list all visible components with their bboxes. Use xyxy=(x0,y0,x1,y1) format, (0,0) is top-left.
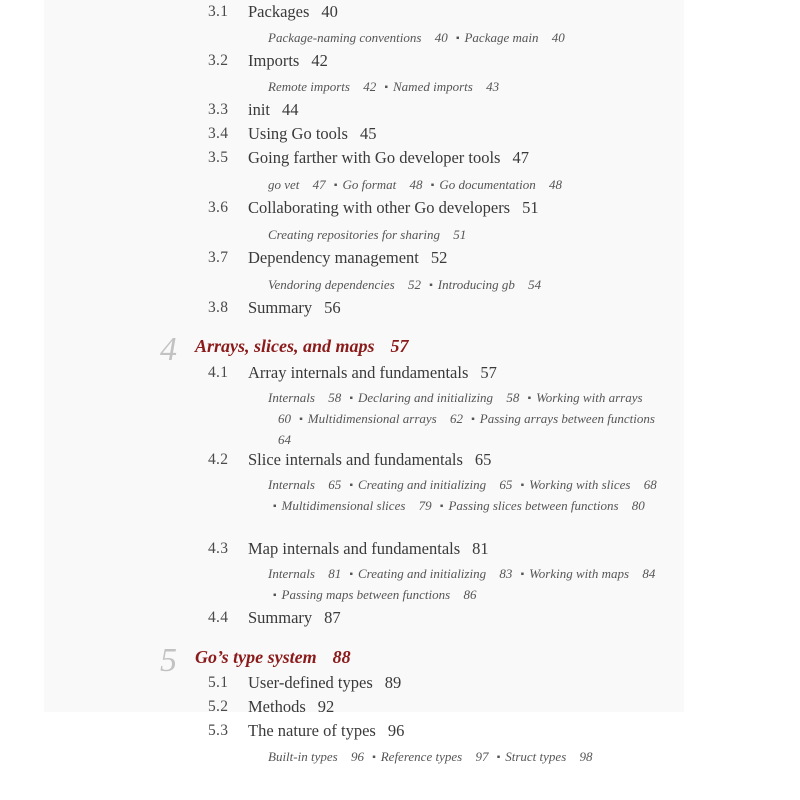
subsection-item[interactable] xyxy=(268,227,466,242)
subsection-title: Internals xyxy=(268,390,315,405)
section-title: Packages xyxy=(248,2,310,21)
section-title: Summary xyxy=(248,298,313,317)
subsection-title: Package-naming conventions xyxy=(268,30,422,45)
toc-subsection-list xyxy=(268,564,663,606)
subsection-page-number: 96 xyxy=(350,749,364,764)
toc-subsection-list xyxy=(268,77,663,98)
toc-section-entry[interactable] xyxy=(248,2,338,22)
section-page-number: 47 xyxy=(512,148,529,167)
bullet-separator: ▪ xyxy=(527,393,532,404)
toc-section-entry[interactable] xyxy=(248,539,489,559)
section-title: init xyxy=(248,100,271,119)
subsection-page-number: 47 xyxy=(312,177,326,192)
section-page-number: 87 xyxy=(324,608,341,627)
subsection-title: Reference types xyxy=(380,749,463,764)
subsection-page-number: 65 xyxy=(499,477,513,492)
subsection-page-number: 48 xyxy=(409,177,423,192)
subsection-item[interactable] xyxy=(505,749,592,764)
toc-section-entry[interactable] xyxy=(248,248,447,268)
section-number: 3.7 xyxy=(208,249,229,266)
toc-subsection-list xyxy=(268,225,663,244)
toc-subsection-list xyxy=(268,747,663,768)
subsection-page-number: 58 xyxy=(328,390,342,405)
subsection-page-number: 83 xyxy=(499,566,513,581)
toc-section-entry[interactable] xyxy=(248,450,491,470)
section-page-number: 52 xyxy=(430,248,448,267)
subsection-item[interactable] xyxy=(268,277,421,292)
subsection-item[interactable] xyxy=(438,277,541,292)
section-page-number: 65 xyxy=(474,450,492,469)
section-page-number: 89 xyxy=(384,673,402,692)
toc-section-entry[interactable] xyxy=(248,697,334,717)
subsection-page-number: 64 xyxy=(278,432,291,447)
subsection-item[interactable] xyxy=(268,390,341,405)
bullet-separator: ▪ xyxy=(349,393,353,404)
chapter-page-number: 88 xyxy=(332,647,351,667)
section-page-number: 45 xyxy=(359,124,377,143)
section-number: 4.2 xyxy=(208,451,229,468)
subsection-title: Package main xyxy=(464,30,539,45)
subsection-page-number: 54 xyxy=(528,277,542,292)
subsection-page-number: 58 xyxy=(506,390,520,405)
subsection-title: Working with maps xyxy=(529,566,630,581)
subsection-item[interactable] xyxy=(268,30,448,45)
toc-section-entry[interactable] xyxy=(248,298,341,318)
toc-chapter-entry[interactable] xyxy=(195,647,351,668)
toc-section-entry[interactable] xyxy=(248,363,497,383)
bullet-separator: ▪ xyxy=(273,590,277,601)
chapter-number: 5 xyxy=(160,642,177,679)
bullet-separator: ▪ xyxy=(273,501,277,512)
subsection-item[interactable] xyxy=(282,587,477,602)
bullet-separator: ▪ xyxy=(349,480,353,491)
bullet-separator: ▪ xyxy=(471,414,475,425)
toc-chapter-entry[interactable] xyxy=(195,336,409,357)
subsection-page-number: 51 xyxy=(453,227,467,242)
subsection-item[interactable] xyxy=(358,566,512,581)
subsection-title: Working with slices xyxy=(529,477,631,492)
subsection-item[interactable] xyxy=(529,477,657,492)
section-page-number: 92 xyxy=(317,697,335,716)
section-title: User-defined types xyxy=(248,673,373,692)
subsection-title: go vet xyxy=(268,177,300,192)
bullet-separator: ▪ xyxy=(372,752,376,763)
section-title: The nature of types xyxy=(248,721,376,740)
subsection-title: Creating and initializing xyxy=(358,477,487,492)
subsection-item[interactable] xyxy=(464,30,564,45)
section-title: Imports xyxy=(248,51,300,70)
section-title: Collaborating with other Go developers xyxy=(248,198,511,217)
subsection-item[interactable] xyxy=(282,498,432,513)
subsection-item[interactable] xyxy=(308,411,463,426)
toc-subsection-list xyxy=(268,275,663,296)
toc-section-entry[interactable] xyxy=(248,51,328,71)
subsection-title: Go format xyxy=(342,177,397,192)
subsection-title: Internals xyxy=(268,477,315,492)
subsection-item[interactable] xyxy=(268,79,376,94)
toc-section-entry[interactable] xyxy=(248,673,401,693)
section-number: 4.1 xyxy=(208,364,229,381)
section-number: 3.2 xyxy=(208,52,229,69)
chapter-page-number: 57 xyxy=(390,336,409,356)
section-number: 4.4 xyxy=(208,609,229,626)
subsection-page-number: 40 xyxy=(551,30,565,45)
subsection-page-number: 40 xyxy=(434,30,448,45)
subsection-page-number: 65 xyxy=(328,477,342,492)
subsection-title: Go documentation xyxy=(439,177,536,192)
subsection-page-number: 80 xyxy=(631,498,645,513)
section-page-number: 40 xyxy=(321,2,338,21)
section-number: 3.1 xyxy=(208,3,229,20)
subsection-page-number: 84 xyxy=(642,566,656,581)
toc-section-entry[interactable] xyxy=(248,100,299,120)
section-page-number: 81 xyxy=(472,539,489,558)
subsection-item[interactable] xyxy=(268,477,341,492)
section-number: 5.3 xyxy=(208,722,229,739)
section-number: 3.6 xyxy=(208,199,229,216)
subsection-title: Passing slices between functions xyxy=(448,498,619,513)
subsection-item[interactable] xyxy=(358,477,512,492)
section-title: Summary xyxy=(248,608,313,627)
toc-section-entry[interactable] xyxy=(248,608,341,628)
subsection-title: Passing maps between functions xyxy=(281,587,451,602)
subsection-title: Declaring and initializing xyxy=(358,390,494,405)
subsection-title: Internals xyxy=(268,566,315,581)
toc-subsection-list xyxy=(268,388,663,449)
subsection-page-number: 97 xyxy=(475,749,489,764)
toc-subsection-list xyxy=(268,175,663,196)
bullet-separator: ▪ xyxy=(349,569,353,580)
subsection-item[interactable] xyxy=(268,566,341,581)
bullet-separator: ▪ xyxy=(455,33,460,44)
toc-section-entry[interactable] xyxy=(248,721,404,741)
subsection-title: Named imports xyxy=(393,79,473,94)
bullet-separator: ▪ xyxy=(384,82,389,93)
subsection-item[interactable] xyxy=(381,749,489,764)
subsection-title: Multidimensional slices xyxy=(281,498,406,513)
subsection-item[interactable] xyxy=(393,79,499,94)
toc-section-entry[interactable] xyxy=(248,124,376,144)
section-title: Map internals and fundamentals xyxy=(248,539,461,558)
bullet-separator: ▪ xyxy=(333,180,338,191)
section-page-number: 42 xyxy=(311,51,328,70)
section-number: 5.2 xyxy=(208,698,229,715)
section-number: 3.4 xyxy=(208,125,229,142)
subsection-title: Creating and initializing xyxy=(358,566,487,581)
bullet-separator: ▪ xyxy=(439,501,444,512)
bullet-separator: ▪ xyxy=(430,180,435,191)
section-number: 3.5 xyxy=(208,149,229,166)
section-number: 3.3 xyxy=(208,101,229,118)
section-page-number: 51 xyxy=(522,198,539,217)
subsection-title: Introducing gb xyxy=(437,277,515,292)
subsection-item[interactable] xyxy=(448,498,644,513)
subsection-page-number: 81 xyxy=(328,566,342,581)
subsection-page-number: 42 xyxy=(363,79,377,94)
subsection-page-number: 79 xyxy=(418,498,432,513)
section-title: Going farther with Go developer tools xyxy=(248,148,501,167)
subsection-page-number: 68 xyxy=(643,477,657,492)
toc-subsection-list xyxy=(268,475,663,517)
section-number: 4.3 xyxy=(208,540,229,557)
subsection-item[interactable] xyxy=(342,177,422,192)
bullet-separator: ▪ xyxy=(496,752,501,763)
toc-section-entry[interactable] xyxy=(248,198,539,218)
section-number: 3.8 xyxy=(208,299,229,316)
bullet-separator: ▪ xyxy=(299,414,303,425)
subsection-title: Vendoring dependencies xyxy=(268,277,395,292)
subsection-page-number: 48 xyxy=(548,177,562,192)
subsection-item[interactable] xyxy=(268,749,364,764)
subsection-item[interactable] xyxy=(439,177,562,192)
section-page-number: 56 xyxy=(324,298,341,317)
subsection-title: Creating repositories for sharing xyxy=(268,227,441,242)
subsection-page-number: 98 xyxy=(579,749,593,764)
section-title: Array internals and fundamentals xyxy=(248,363,469,382)
bullet-separator: ▪ xyxy=(520,569,525,580)
chapter-number: 4 xyxy=(160,331,177,368)
section-title: Slice internals and fundamentals xyxy=(248,450,463,469)
subsection-page-number: 60 xyxy=(278,411,291,426)
subsection-page-number: 86 xyxy=(463,587,477,602)
section-page-number: 57 xyxy=(480,363,497,382)
section-page-number: 44 xyxy=(282,100,299,119)
section-number: 5.1 xyxy=(208,674,229,691)
chapter-title: Arrays, slices, and maps xyxy=(195,336,375,356)
subsection-page-number: 43 xyxy=(486,79,500,94)
section-title: Dependency management xyxy=(248,248,419,267)
subsection-title: Multidimensional arrays xyxy=(307,411,437,426)
subsection-page-number: 52 xyxy=(407,277,421,292)
subsection-title: Struct types xyxy=(505,749,567,764)
subsection-item[interactable] xyxy=(268,177,326,192)
toc-subsection-list xyxy=(268,28,663,49)
toc-section-entry[interactable] xyxy=(248,148,529,168)
subsection-title: Remote imports xyxy=(268,79,350,94)
subsection-item[interactable] xyxy=(358,390,519,405)
subsection-title: Working with arrays xyxy=(536,390,643,405)
subsection-title: Built-in types xyxy=(268,749,338,764)
section-title: Methods xyxy=(248,697,306,716)
bullet-separator: ▪ xyxy=(429,280,433,291)
section-page-number: 96 xyxy=(387,721,405,740)
section-title: Using Go tools xyxy=(248,124,348,143)
subsection-page-number: 62 xyxy=(449,411,463,426)
bullet-separator: ▪ xyxy=(520,480,525,491)
subsection-title: Passing arrays between functions xyxy=(479,411,655,426)
chapter-title: Go’s type system xyxy=(195,647,317,667)
subsection-item[interactable] xyxy=(529,566,655,581)
